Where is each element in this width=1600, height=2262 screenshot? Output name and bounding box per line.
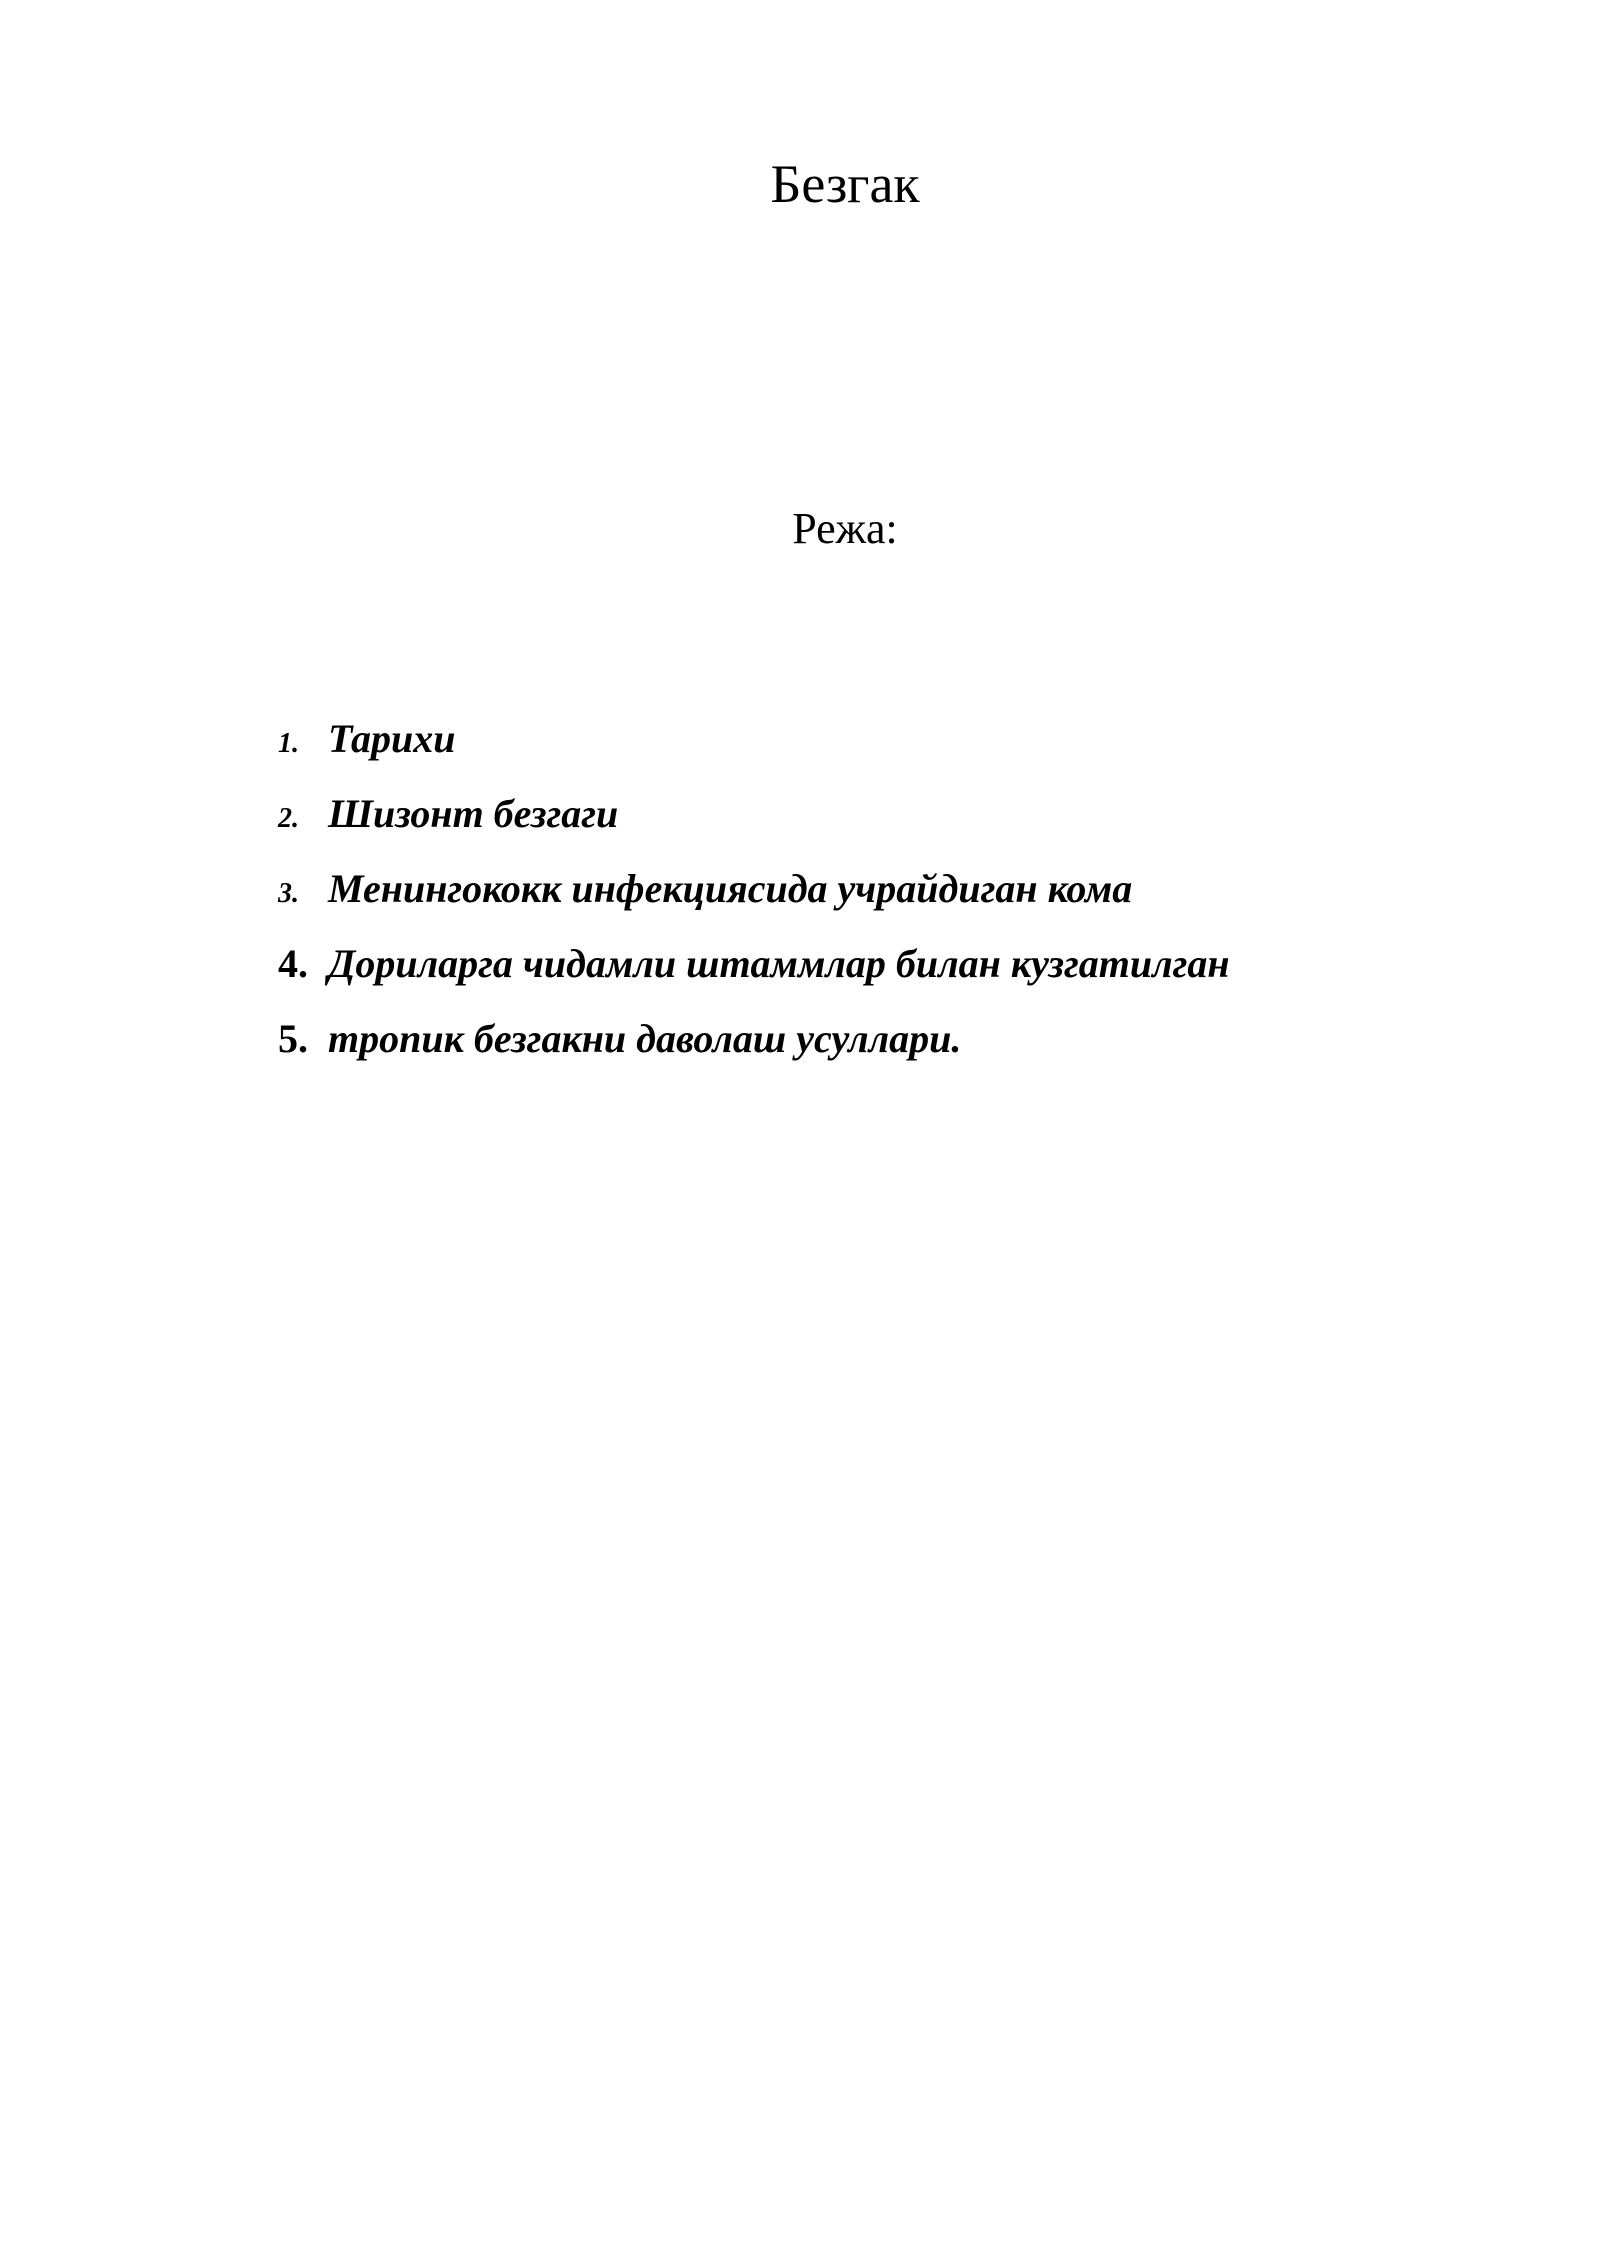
plan-heading: Режа: <box>792 504 898 553</box>
plan-item-2 <box>278 787 1478 862</box>
plan-item-number: 5. <box>278 1016 308 1061</box>
plan-item-text: тропик безгакни даволаш усуллари. <box>328 1016 962 1061</box>
plan-item-4 <box>278 937 1478 1012</box>
plan-item-number: 4. <box>278 941 308 986</box>
plan-item-number: 1. <box>278 728 299 759</box>
document-title: Безгак <box>770 154 920 214</box>
plan-item-number: 3. <box>278 878 299 909</box>
plan-item-number: 2. <box>278 803 299 834</box>
plan-item-text: Дориларга чидамли штаммлар билан кузгатилган <box>328 941 1230 986</box>
plan-item-5 <box>278 1012 1478 1087</box>
plan-item-3 <box>278 862 1478 937</box>
plan-item-text: Тарихи <box>328 716 456 761</box>
plan-item-text: Менингококк инфекциясида учрайдиган кома <box>328 866 1133 911</box>
plan-item-text: Шизонт безгаги <box>328 791 619 836</box>
plan-list <box>278 712 1478 1087</box>
plan-item-1 <box>278 712 1478 787</box>
